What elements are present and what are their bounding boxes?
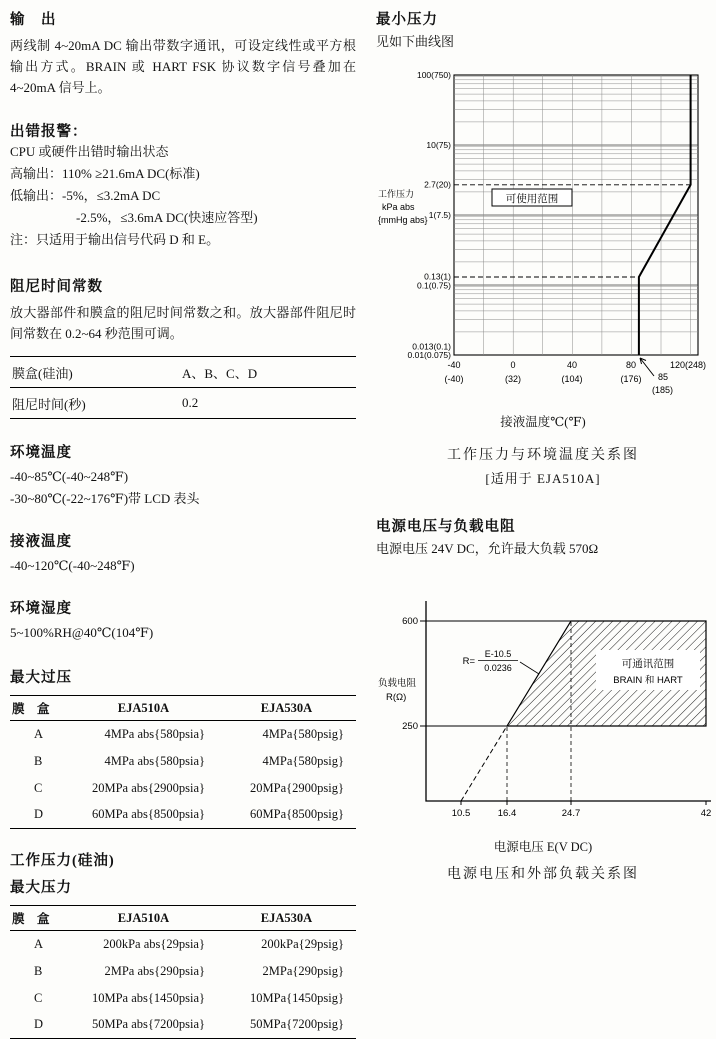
left-column: [10, 8, 362, 1032]
boundary-diagonal-low: [461, 726, 507, 801]
damping-body: 放大器部件和膜盒的阻尼时间常数之和。放大器部件阻尼时间常数在 0.2~64 秒范围可调。: [10, 305, 356, 341]
chart2-caption: 电源电压和外部负载关系图: [447, 867, 639, 882]
right-column: [362, 8, 710, 1019]
cell: D: [34, 1017, 44, 1032]
cell: 50MPa abs{7200psia}: [91, 1017, 205, 1032]
col-header: EJA530A: [217, 696, 356, 721]
y-tick: 600: [402, 616, 418, 627]
formula-pointer: [520, 662, 539, 674]
table-row: [10, 985, 356, 1012]
y-unit-line: kPa abs: [382, 202, 415, 212]
y-unit-line: {mmHg abs}: [378, 215, 428, 225]
x-tick-f: (32): [504, 374, 522, 384]
y-tick: 0.1(0.75): [416, 280, 451, 291]
alarm-line: CPU 或硬件出错时输出状态: [10, 144, 169, 159]
cell: 10MPa abs{1450psia}: [91, 990, 205, 1005]
cell: 4MPa abs{580psia}: [104, 726, 205, 741]
alarm-note: 注：只适用于输出信号代码 D 和 E。: [10, 232, 220, 247]
supply-load-chart: [376, 586, 716, 826]
section-title-output: 输 出: [10, 12, 57, 28]
section-title-alarm: 出错报警：: [10, 124, 88, 140]
x-tick: 40: [566, 360, 578, 370]
cell: A、B、C、D: [182, 357, 356, 388]
cell: 20MPa abs{2900psia}: [91, 780, 205, 795]
chart1-xlabel: 接液温度℃(℉): [500, 415, 586, 429]
overpressure-table: [10, 695, 356, 829]
alarm-line: -2.5%，≤3.6mA DC(快速应答型): [76, 210, 258, 225]
cell: B: [34, 753, 43, 768]
col-header: EJA510A: [70, 906, 217, 931]
section-title-process-temp: 接液温度: [10, 534, 72, 550]
y-axis-label: R(Ω): [386, 692, 407, 703]
y-tick: 2.7(20): [424, 179, 451, 190]
gridlines-major-h: [454, 145, 698, 285]
x-tick: 120(248): [669, 360, 707, 370]
cell: 膜盒(硅油): [10, 357, 182, 388]
chart1-caption-sub: [适用于 EJA510A]: [485, 471, 601, 486]
cell: 2MPa abs{290psia}: [104, 963, 205, 978]
supply-load-chart-block: [376, 586, 710, 883]
table-row: [10, 748, 356, 775]
cell: A: [34, 936, 44, 951]
table-header-row: [10, 696, 356, 721]
section-title-humidity: 环境湿度: [10, 601, 72, 617]
min-pressure-subtitle: 见如下曲线图: [376, 34, 455, 49]
formula-numerator: E-10.5: [484, 649, 512, 659]
x-tick-f: (-40): [444, 374, 464, 384]
annotation-arrow: [640, 358, 654, 376]
section-title-damping: 阻尼时间常数: [10, 279, 103, 295]
comm-region-label: 可通讯范围: [621, 659, 675, 670]
cell: D: [34, 807, 44, 822]
usable-range-label: 可使用范围: [505, 194, 559, 205]
annotation-185: (185): [652, 385, 674, 395]
y-tick: 250: [402, 721, 418, 732]
cell: C: [34, 990, 43, 1005]
cell: 60MPa abs{8500psia}: [91, 807, 205, 822]
cell: 4MPa{580psig}: [262, 726, 344, 741]
table-header-row: [10, 906, 356, 931]
table-row: [10, 1012, 356, 1039]
x-tick-f: (176): [620, 374, 642, 384]
section-title-overpressure: 最大过压: [10, 670, 72, 686]
table-row: [10, 721, 356, 748]
cell: B: [34, 963, 43, 978]
chart1-caption: 工作压力与环境温度关系图: [447, 448, 639, 463]
y-tick: 10(75): [426, 140, 451, 150]
x-tick: 80: [625, 360, 637, 370]
formula-denominator: 0.0236: [484, 663, 512, 673]
table-row: [10, 802, 356, 829]
alarm-line: 低输出：-5%，≤3.2mA DC: [10, 188, 161, 203]
y-tick: 1(7.5): [428, 210, 451, 220]
section-title-supply: 电源电压与负载电阻: [376, 519, 516, 535]
output-body: 两线制 4~20mA DC 输出带数字通讯，可设定线性或平方根输出方式。BRAIN 或 HART FSK 协议数字信号叠加在 4~20mA 信号上。: [10, 38, 356, 95]
table-row: [10, 388, 356, 419]
y-tick: 0.013(0.1): [412, 341, 451, 352]
cell: 20MPa{2900psig}: [250, 780, 344, 795]
col-header: EJA530A: [217, 906, 356, 931]
cell: A: [34, 726, 44, 741]
x-tick-f: (104): [561, 374, 583, 384]
formula-prefix: R=: [462, 656, 475, 667]
y-tick: 0.13(1): [424, 271, 451, 282]
section-title-working-pressure: 工作压力(硅油): [10, 853, 115, 869]
subsection-title-max-pressure: 最大压力: [10, 880, 72, 896]
cell: 50MPa{7200psig}: [250, 1017, 344, 1032]
table-row: [10, 357, 356, 388]
x-tick: -40: [447, 360, 461, 370]
table-row: [10, 775, 356, 802]
annotation-85: 85: [658, 372, 669, 382]
alarm-line: 高输出：110% ≥21.6mA DC(标准): [10, 166, 200, 181]
chart2-xlabel: 电源电压 E(V DC): [493, 840, 593, 854]
y-tick: 0.01(0.075): [407, 350, 451, 360]
x-tick: 0: [510, 360, 516, 370]
cell: 200kPa{29psig}: [261, 936, 344, 951]
y-tick: 100(750): [416, 70, 451, 80]
process-temp-line: -40~120℃(-40~248℉): [10, 558, 135, 573]
cell: 2MPa{290psig}: [262, 963, 344, 978]
x-tick: 16.4: [497, 808, 517, 819]
cell: 4MPa abs{580psia}: [104, 753, 205, 768]
gridlines-minor-h: [454, 76, 698, 332]
x-tick: 24.7: [561, 808, 581, 819]
cell: 10MPa{1450psig}: [250, 990, 344, 1005]
table-row: [10, 958, 356, 985]
col-header: 膜 盒: [10, 696, 70, 721]
y-axis-label: 负载电阻: [378, 679, 417, 689]
cell: 阻尼时间(秒): [10, 388, 182, 419]
humidity-line: 5~100%RH@40℃(104℉): [10, 625, 154, 640]
cell: 200kPa abs{29psia}: [103, 936, 205, 951]
table-row: [10, 931, 356, 958]
ambient-temp-line: -30~80℃(-22~176℉)带 LCD 表头: [10, 491, 200, 506]
y-unit-line: 工作压力: [378, 189, 415, 199]
cell: 4MPa{580psig}: [262, 753, 344, 768]
cell: 60MPa{8500psig}: [250, 807, 344, 822]
ambient-temp-line: -40~85℃(-40~248℉): [10, 469, 129, 484]
col-header: EJA510A: [70, 696, 217, 721]
cell: C: [34, 780, 43, 795]
section-title-min-pressure: 最小压力: [376, 12, 438, 28]
x-tick: 10.5: [451, 808, 471, 819]
col-header: 膜 盒: [10, 906, 70, 931]
section-title-ambient-temp: 环境温度: [10, 445, 72, 461]
supply-body: 电源电压 24V DC，允许最大负载 570Ω: [376, 541, 599, 556]
cell: 0.2: [182, 388, 356, 419]
pressure-temp-chart: [376, 63, 716, 401]
damping-table: [10, 356, 356, 419]
x-tick: 42: [700, 808, 712, 819]
comm-region-label: BRAIN 和 HART: [613, 675, 683, 686]
pressure-temp-chart-block: [376, 63, 710, 487]
